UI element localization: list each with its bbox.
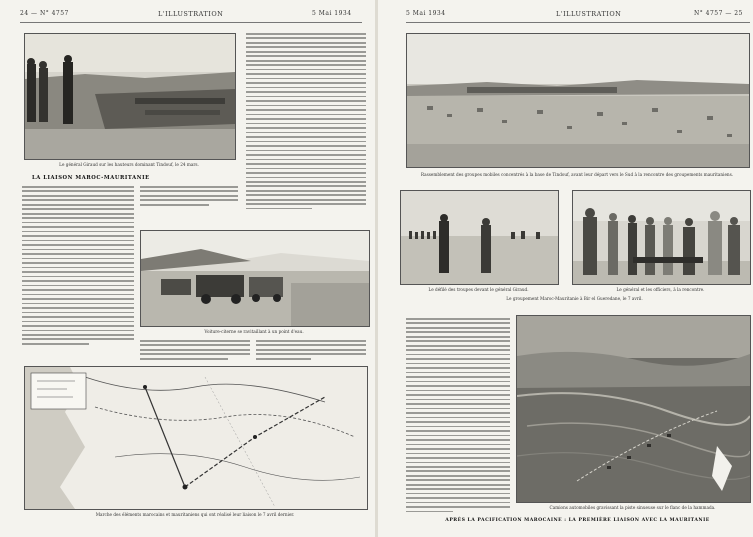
article-heading: LA LIAISON MAROC-MAURITANIE xyxy=(32,175,150,181)
article-column-right xyxy=(406,318,510,518)
spread-footer-title: APRÈS LA PACIFICATION MAROCAINE : LA PREMIÈRE LIAISON AVEC LA MAURITANIE xyxy=(445,518,710,523)
article-column-4 xyxy=(140,340,250,362)
right-photo2-caption: Le défilé des troupes devant le général Giraud. xyxy=(428,287,529,292)
article-column-3 xyxy=(246,33,366,221)
right-photo3-caption: Le général et les officiers, à la rencontre. xyxy=(616,287,705,292)
right-photo4-caption: Camions automobiles gravissant la piste sinueuse sur le flanc de la hammada. xyxy=(549,505,716,510)
left-header-rule xyxy=(20,22,362,23)
left-page-number: 24 — N° 4757 xyxy=(20,10,69,17)
left-date: 5 Mai 1934 xyxy=(312,10,352,17)
right-photo-caption: Rassemblement des groupes mobiles concentrés à la base de Tindouf, avant leur départ vers le Sud à la rencontre des groupements mauritaniens. xyxy=(420,172,734,177)
right-masthead: L'ILLUSTRATION xyxy=(556,10,622,18)
right-page xyxy=(378,0,753,537)
photo-officers-meeting xyxy=(572,190,751,285)
photo-general-heights xyxy=(24,33,236,160)
photo-troop-parade xyxy=(400,190,559,285)
right-header-rule xyxy=(406,22,750,23)
photo-trucks-hammada xyxy=(516,315,751,503)
left-photo-caption: Le général Giraud sur les hauteurs dominant Tindouf, le 24 mars. xyxy=(59,162,199,167)
article-column-5 xyxy=(256,340,366,362)
right-page-number: N° 4757 — 25 xyxy=(694,10,743,17)
article-column-1 xyxy=(22,186,134,352)
photo-tanker-truck xyxy=(140,230,370,327)
right-photo23-subcaption: Le groupement Maroc-Mauritanie à Bir el Gueredane, le 7 avril. xyxy=(506,296,643,301)
photo-tindouf-base xyxy=(406,33,750,168)
left-photo2-caption: Voiture-citerne se ravitaillant à un point d'eau. xyxy=(204,329,304,334)
right-date: 5 Mai 1934 xyxy=(406,10,446,17)
left-page xyxy=(0,0,375,537)
left-masthead: L'ILLUSTRATION xyxy=(158,10,224,18)
map-caption: Marche des éléments marocains et mauritaniens qui ont réalisé leur liaison le 7 avril dernier. xyxy=(95,512,295,517)
route-map xyxy=(24,366,368,510)
article-column-2-top xyxy=(140,186,238,208)
